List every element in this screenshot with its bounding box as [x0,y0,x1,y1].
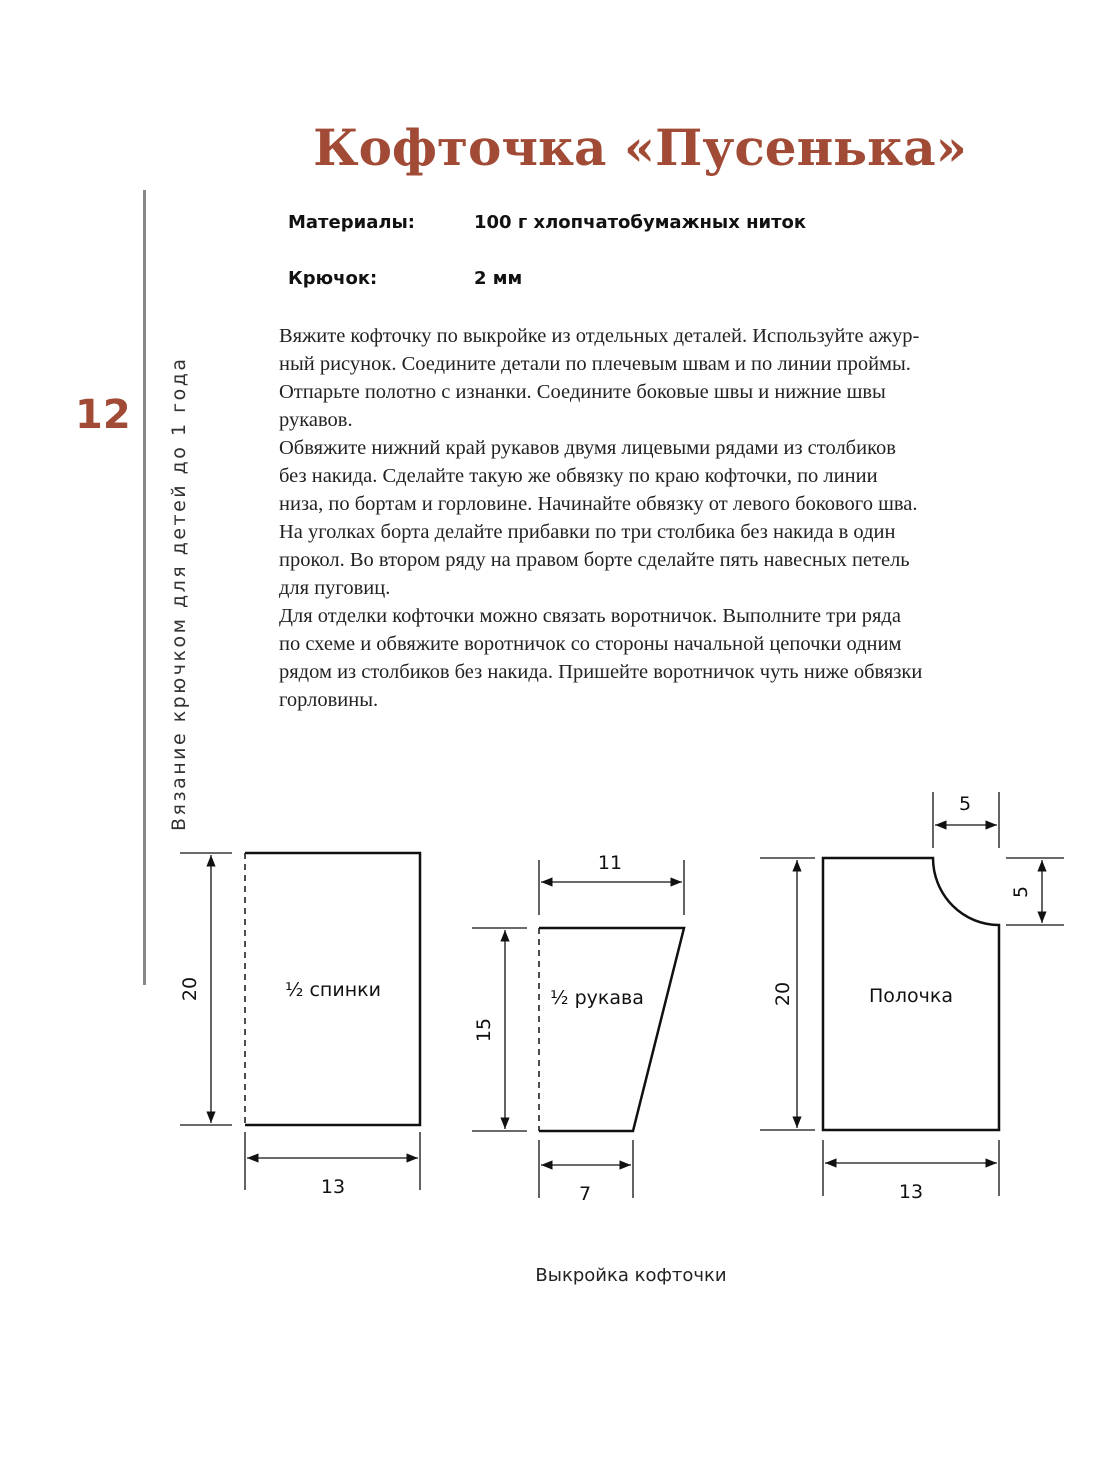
back-height: 20 [179,976,201,1002]
sleeve-top-width: 11 [597,852,623,874]
hook-value: 2 мм [474,268,523,289]
front-height: 20 [772,981,794,1007]
sleeve-bottom-width: 7 [578,1183,592,1205]
sleeve-label: ½ рукава [550,987,644,1009]
back-label: ½ спинки [285,979,381,1001]
text-line: На уголках борта делайте прибавки по три столбика без накида в один [279,521,896,543]
text-line: Обвяжите нижний край рукавов двумя лицевыми рядами из столбиков [279,437,896,459]
back-width: 13 [320,1176,346,1198]
front-width: 13 [898,1181,924,1203]
text-line: Вяжите кофточку по выкройке из отдельных деталей. Используйте ажур- [279,325,920,347]
front-neck-width: 5 [958,793,972,815]
page-number: 12 [75,392,131,438]
text-line: без накида. Сделайте такую же обвязку по краю кофточки, по линии [279,465,878,487]
front-label: Полочка [868,985,954,1007]
hook-label: Крючок: [288,268,378,289]
text-line: Для отделки кофточки можно связать воротничок. Выполните три ряда [279,605,901,627]
sleeve-height: 15 [473,1017,495,1043]
front-neck-depth: 5 [1010,885,1032,899]
materials-label: Материалы: [288,212,416,233]
diagram-caption: Выкройка кофточки [535,1265,727,1286]
text-line: по схеме и обвяжите воротничок со стороны начальной цепочки одним [279,633,902,655]
text-line: Отпарьте полотно с изнанки. Соедините боковые швы и нижние швы [279,381,886,403]
text-line: для пуговиц. [279,577,391,599]
text-line: рукавов. [279,409,353,431]
text-line: прокол. Во втором ряду на правом борте сделайте пять навесных петель [279,549,910,571]
sleeve-piece [472,860,684,1198]
back-piece [180,853,420,1190]
text-line: рядом из столбиков без накида. Пришейте воротничок чуть ниже обвязки [279,661,923,683]
text-line: ный рисунок. Соедините детали по плечевым швам и по линии проймы. [279,353,911,375]
text-line: горловины. [279,689,379,711]
side-book-title: Вязание крючком для детей до 1 года [168,356,190,831]
text-line: низа, по бортам и горловине. Начинайте обвязку от левого бокового шва. [279,493,918,515]
materials-value: 100 г хлопчатобумажных ниток [474,212,807,233]
page-title: Кофточка «Пусенька» [313,118,967,177]
